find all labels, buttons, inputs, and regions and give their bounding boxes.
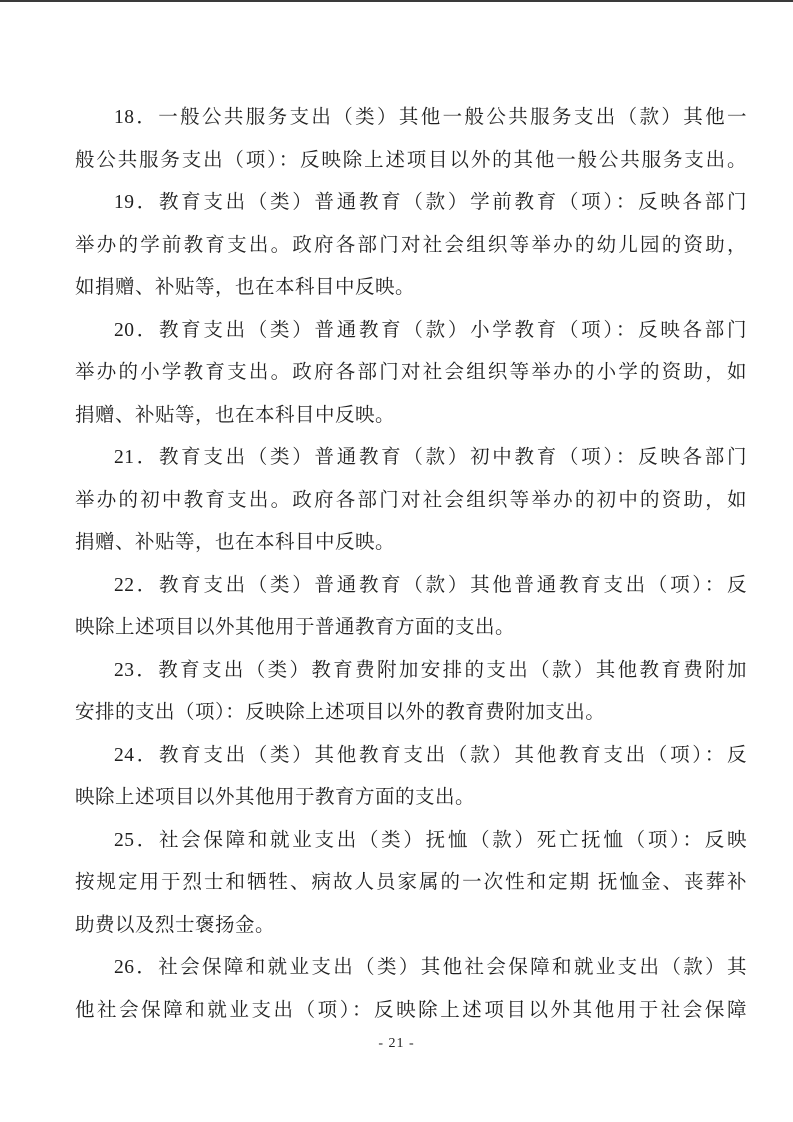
paragraph-24 <box>75 735 747 820</box>
paragraph-line: 安排的支出（项）：反映除上述项目以外的教育费附加支出。 <box>75 702 606 723</box>
paragraph-25 <box>75 820 747 948</box>
paragraph-21 <box>75 437 747 565</box>
page-number: - 21 - <box>378 1036 415 1051</box>
paragraph-line: 19．教育支出（类）普通教育（款）学前教育（项）：反映各部门 <box>114 192 747 213</box>
paragraph-line: 25．社会保障和就业支出（类）抚恤（款）死亡抚恤（项）：反映 <box>114 829 747 851</box>
paragraph-26 <box>75 947 747 1032</box>
paragraph-line: 捐赠、补贴等，也在本科目中反映。 <box>75 532 396 553</box>
paragraph-23 <box>75 650 747 735</box>
paragraph-18 <box>75 97 747 182</box>
paragraph-line: 他社会保障和就业支出（项）：反映除上述项目以外其他用于社会保障 <box>75 999 747 1021</box>
paragraph-line: 助费以及烈士褒扬金。 <box>75 914 276 936</box>
paragraph-20 <box>75 310 747 438</box>
paragraph-line: 按规定用于烈士和牺牲、病故人员家属的一次性和定期 抚恤金、丧葬补 <box>75 872 747 893</box>
paragraph-line: 26．社会保障和就业支出（类）其他社会保障和就业支出（款）其 <box>114 957 747 978</box>
text-block <box>75 97 747 1032</box>
page-top-edge <box>0 0 793 2</box>
paragraph-line: 映除上述项目以外其他用于教育方面的支出。 <box>75 787 476 808</box>
paragraph-line: 20．教育支出（类）普通教育（款）小学教育（项）：反映各部门 <box>114 319 747 341</box>
paragraph-line: 22．教育支出（类）普通教育（款）其他普通教育支出（项）：反 <box>114 574 747 596</box>
paragraph-line: 21．教育支出（类）普通教育（款）初中教育（项）：反映各部门 <box>114 447 747 468</box>
paragraph-line: 18．一般公共服务支出（类）其他一般公共服务支出（款）其他一 <box>114 107 747 128</box>
paragraph-line: 24．教育支出（类）其他教育支出（款）其他教育支出（项）：反 <box>114 744 747 766</box>
paragraph-line: 举办的小学教育支出。政府各部门对社会组织等举办的小学的资助，如 <box>75 362 747 383</box>
paragraph-line: 映除上述项目以外其他用于普通教育方面的支出。 <box>75 617 516 638</box>
paragraph-19 <box>75 182 747 310</box>
paragraph-22 <box>75 565 747 650</box>
paragraph-line: 23．教育支出（类）教育费附加安排的支出（款）其他教育费附加 <box>114 659 747 681</box>
paragraph-line: 举办的初中教育支出。政府各部门对社会组织等举办的初中的资助，如 <box>75 489 747 511</box>
paragraph-line: 举办的学前教育支出。政府各部门对社会组织等举办的幼儿园的资助， <box>75 234 747 256</box>
paragraph-line: 般公共服务支出（项）：反映除上述项目以外的其他一般公共服务支出。 <box>75 149 747 171</box>
paragraph-line: 如捐赠、补贴等，也在本科目中反映。 <box>75 277 416 298</box>
paragraph-line: 捐赠、补贴等，也在本科目中反映。 <box>75 404 396 426</box>
